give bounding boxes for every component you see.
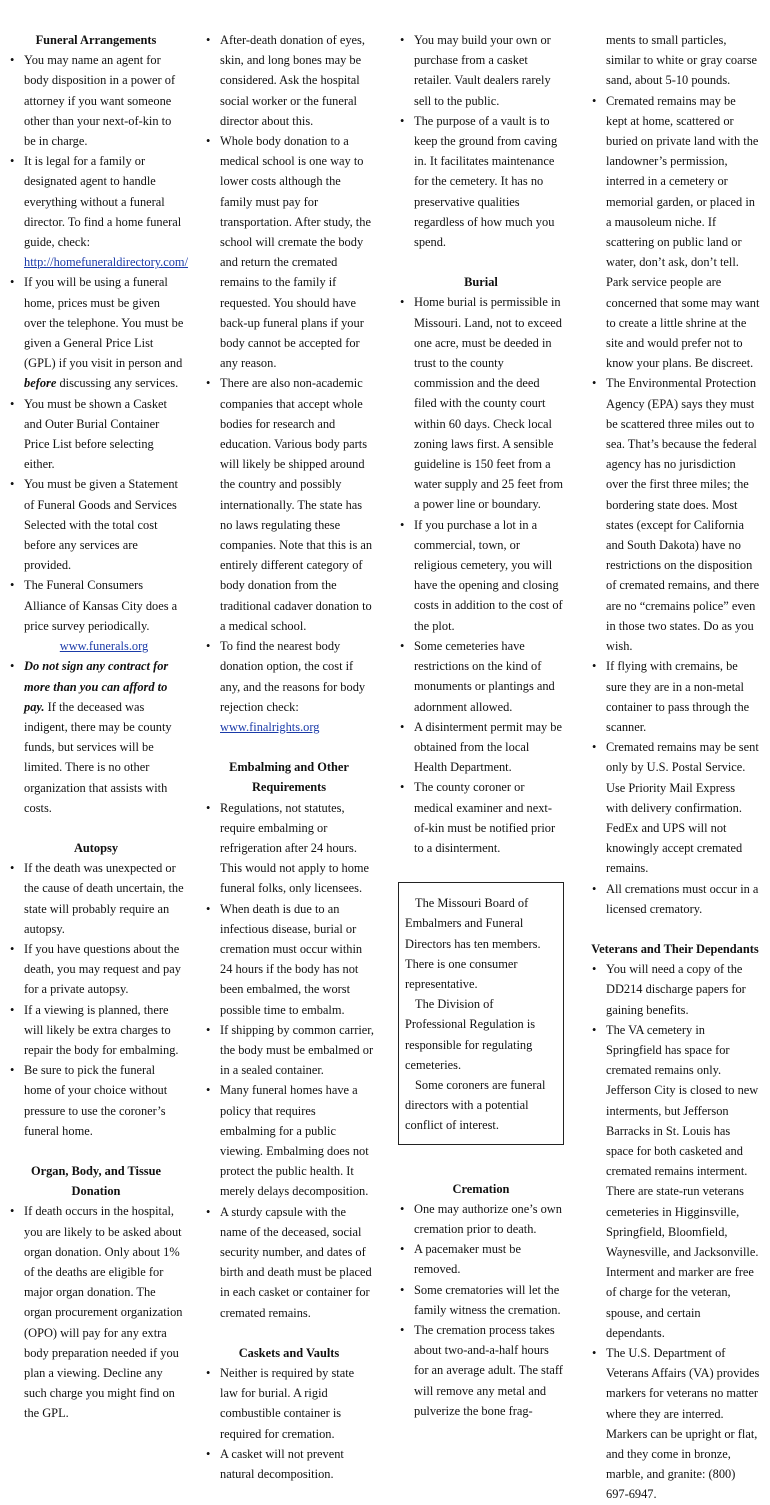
box-paragraph-coroners: Some coroners are funeral directors with a potential conflict of interest. bbox=[405, 1077, 546, 1133]
list-item: • A disinterment permit may be obtained from the local Health Department. bbox=[398, 717, 564, 778]
list-item-text: The Funeral Consumers Alliance of Kansas City does a price survey periodically. bbox=[24, 578, 178, 633]
list-item: • The U.S. Department of Veterans Affairs (VA) provides markers for veterans no matter where they are interred. Markers can be upright or flat, and they come in bronze, marble, and granite: (800) 697-6947. bbox=[590, 1343, 760, 1505]
caskets-vaults-list bbox=[204, 1363, 374, 1484]
list-item: • You will need a copy of the DD214 discharge papers for gaining benefits. bbox=[590, 959, 760, 1020]
burial-list bbox=[398, 292, 564, 858]
section-title-caskets-vaults: Caskets and Vaults bbox=[238, 1345, 340, 1360]
list-item bbox=[204, 636, 374, 737]
list-item: • Whole body donation to a medical school is one way to lower costs although the family must pay for transportation. After study, the school will cremate the body and return the cremated remains to the family if requested. You should have back-up funeral plans if your body cannot be accepted for any reason. bbox=[204, 131, 374, 373]
list-item: • Regulations, not statutes, require embalming or refrigeration after 24 hours. This would not apply to home funeral folks, only licensees. bbox=[204, 798, 374, 899]
cremation-list bbox=[398, 1199, 564, 1421]
list-item: • Some cemeteries have restrictions on the kind of monuments or plantings and adornment allowed. bbox=[398, 636, 564, 717]
list-item: • The purpose of a vault is to keep the ground from caving in. It facilitates maintenance for the cemetery. It has no preservative qualities regardless of how much you spend. bbox=[398, 111, 564, 252]
regulation-info-box bbox=[398, 882, 564, 1144]
finalrights-link[interactable]: www.finalrights.org bbox=[220, 719, 320, 734]
list-item: • The Environmental Protection Agency (EPA) says they must be scattered three miles out to sea. That’s because the federal agency has no jurisdiction over the first three miles; the bordering state does. Most states (except for California and South Dakota) have no restrictions on the disposition of cremated remains, and there are no “cremains police” even in those two states. Do as you wish. bbox=[590, 373, 760, 656]
list-item: • Many funeral homes have a policy that requires embalming for a public viewing. Embalming does not protect the public health. It merely delays decomposition. bbox=[204, 1080, 374, 1201]
list-item: • One may authorize one’s own cremation prior to death. bbox=[398, 1199, 564, 1239]
list-item: • The VA cemetery in Springfield has space for cremated remains only. Jefferson City is closed to new interments, but Jefferson Barracks in St. Louis has space for both casketed and cremated remains interment. There are state-run veterans cemeteries in Higginsville, Springfield, Bloomfield, Waynesville, and Jacksonville. Interment and marker are free of charge for the veteran, spouse, and certain dependants. bbox=[590, 1020, 760, 1343]
list-item: • A sturdy capsule with the name of the deceased, social security number, and dates of birth and death must be placed in each casket or container for cremated remains. bbox=[204, 1202, 374, 1323]
column-4 bbox=[590, 30, 760, 1505]
organ-donation-list bbox=[8, 1201, 184, 1423]
funerals-org-link[interactable]: www.funerals.org bbox=[59, 639, 149, 654]
list-item: • Cremated remains may be sent only by U.S. Postal Service. Use Priority Mail Express with delivery confirmation. FedEx and UPS will not knowingly accept cremated remains. bbox=[590, 737, 760, 878]
list-item: • If the death was unexpected or the cause of death uncertain, the state will probably require an autopsy. bbox=[8, 858, 184, 939]
column-2 bbox=[204, 30, 374, 1484]
list-item: • You must be given a Statement of Funeral Goods and Services Selected with the total cost before any services are provided. bbox=[8, 474, 184, 575]
list-item: • A pacemaker must be removed. bbox=[398, 1239, 564, 1279]
list-item-text: If you will be using a funeral home, prices must be given over the telephone. You must be given a General Price List (GPL) if you visit in person and bbox=[24, 275, 184, 371]
list-item: • When death is due to an infectious disease, burial or cremation must occur within 24 hours if the body has not been embalmed, the worst possible time to embalm. bbox=[204, 899, 374, 1020]
list-item: • Be sure to pick the funeral home of your choice without pressure to use the coroner’s funeral home. bbox=[8, 1060, 184, 1141]
list-item: • If you have questions about the death, you may request and pay for a private autopsy. bbox=[8, 939, 184, 1000]
list-item: • If flying with cremains, be sure they are in a non-metal container to pass through the scanner. bbox=[590, 656, 760, 737]
funeral-arrangements-list bbox=[8, 50, 189, 818]
list-item: • Some crematories will let the family witness the cremation. bbox=[398, 1280, 564, 1320]
section-title-cremation: Cremation bbox=[452, 1181, 510, 1196]
list-item: • You must be shown a Casket and Outer Burial Container Price List before selecting either. bbox=[8, 394, 184, 475]
box-paragraph-division: The Division of Professional Regulation is responsible for regulating cemeteries. bbox=[405, 997, 536, 1072]
list-item-text: To find the nearest body donation option, the cost if any, and the reasons for body rejection check: bbox=[220, 639, 366, 714]
emphasis-before: before bbox=[24, 376, 57, 391]
list-item-text: It is legal for a family or designated agent to handle everything without a funeral director. To find a home funeral guide, check: bbox=[24, 154, 182, 250]
list-item: • The county coroner or medical examiner and next-of-kin must be notified prior to a disinterment. bbox=[398, 777, 564, 858]
list-item: • All cremations must occur in a licensed crematory. bbox=[590, 879, 760, 919]
column-3 bbox=[398, 30, 564, 1421]
section-title-burial: Burial bbox=[464, 275, 498, 290]
list-item: • If you purchase a lot in a commercial, town, or religious cemetery, you will have the opening and closing costs in addition to the cost of the plot. bbox=[398, 515, 564, 636]
list-item: • After-death donation of eyes, skin, and long bones may be considered. Ask the hospital social worker or the funeral director about this. bbox=[204, 30, 374, 131]
cremation-continued-text: ments to small particles, similar to white or gray coarse sand, about 5-10 pounds. bbox=[606, 33, 758, 88]
autopsy-list bbox=[8, 858, 184, 1141]
list-item-text-tail: discussing any services. bbox=[56, 376, 179, 391]
list-item: • A casket will not prevent natural decomposition. bbox=[204, 1444, 374, 1484]
donation-continued-list bbox=[204, 30, 374, 737]
cremation-remains-list bbox=[590, 91, 760, 919]
veterans-list bbox=[590, 959, 760, 1504]
list-item: • Cremated remains may be kept at home, scattered or buried on private land with the landowner’s permission, interred in a cemetery or memorial garden, or placed in a mausoleum niche. If scattering on public land or water, don’t ask, don’t tell. Park service people are concerned that some may want to create a little shrine at the site and would prefer not to know your plans. Be discreet. bbox=[590, 91, 760, 374]
list-item: • If death occurs in the hospital, you are likely to be asked about organ donation. Only about 1% of the deaths are eligible for major organ donation. The organ procurement organization (OPO) will pay for any extra body preparation needed if you plan a viewing. Decline any such charge you might find on the GPL. bbox=[8, 1201, 184, 1423]
home-funeral-directory-link[interactable]: http://homefuneraldirectory.com/ bbox=[24, 255, 189, 270]
caskets-continued-list bbox=[398, 30, 564, 252]
list-item: • You may build your own or purchase from a casket retailer. Vault dealers rarely sell to the public. bbox=[398, 30, 564, 111]
list-item-text: If the deceased was indigent, there may be county funds, but services will be limited. There is no other organization that assists with costs. bbox=[24, 699, 172, 815]
section-title-autopsy: Autopsy bbox=[73, 840, 119, 855]
box-paragraph-board: The Missouri Board of Embalmers and Funeral Directors has ten members. There is one consumer representative. bbox=[405, 896, 541, 991]
warning-contract-text: Do not sign any contract for more than you can afford to pay. bbox=[24, 659, 169, 714]
list-item: • The cremation process takes about two-and-a-half hours for an average adult. The staff will remove any metal and pulverize the bone frag- bbox=[398, 1320, 564, 1421]
list-item: • If shipping by common carrier, the body must be embalmed or in a sealed container. bbox=[204, 1020, 374, 1081]
list-item: • There are also non-academic companies that accept whole bodies for research and education. Various body parts will likely be shipped around the country and possibly internationally. The state has no laws regulating these companies. Note that this is an entirely different category of body donation from the traditional cadaver donation to a medical school. bbox=[204, 373, 374, 636]
section-title-embalming: Embalming and Other Requirements bbox=[229, 760, 349, 795]
section-title-veterans: Veterans and Their Dependants bbox=[591, 941, 759, 956]
list-item bbox=[8, 575, 184, 656]
list-item bbox=[8, 656, 184, 818]
list-item: • If a viewing is planned, there will likely be extra charges to repair the body for embalming. bbox=[8, 1000, 184, 1061]
section-title-funeral-arrangements: Funeral Arrangements bbox=[35, 33, 157, 47]
column-1 bbox=[8, 30, 189, 1424]
list-item: • Neither is required by state law for burial. A rigid combustible container is required for cremation. bbox=[204, 1363, 374, 1444]
section-title-organ-donation: Organ, Body, and Tissue Donation bbox=[30, 1163, 162, 1199]
list-item: • Home burial is permissible in Missouri. Land, not to exceed one acre, must be deeded in trust to the county commission and the deed filed with the county court within 60 days. Check local zoning laws first. A sensible guideline is 150 feet from a water supply and 25 feet from a power line or boundary. bbox=[398, 292, 564, 514]
embalming-list bbox=[204, 798, 374, 1323]
list-item bbox=[8, 151, 189, 272]
list-item: • You may name an agent for body disposition in a power of attorney if you want someone other than your next-of-kin to be in charge. bbox=[8, 50, 184, 151]
list-item bbox=[8, 272, 184, 393]
